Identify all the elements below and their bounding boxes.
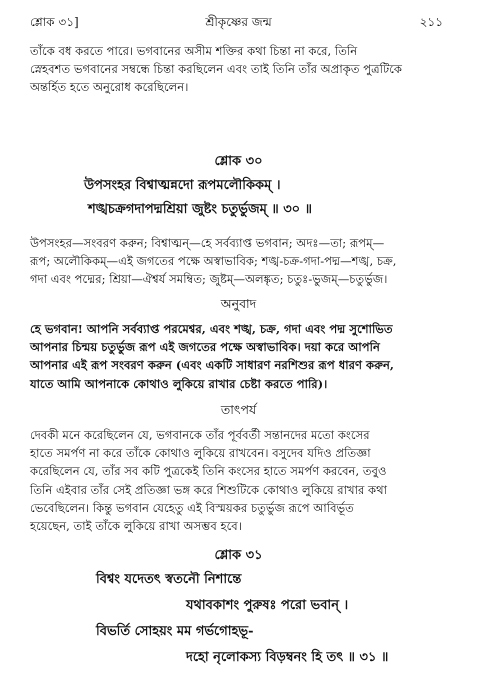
verse-31-line: বিভর্তি সোহয়ং মম গর্ভগোহভূ-	[96, 624, 254, 639]
verse-31-line: যথাবকাশং পুরুষঃ পরো ভবান্ ।	[186, 598, 349, 613]
synonyms-line: উপসংহর—সংবরণ করুন; বিশ্বাত্মন্—হে সর্বব্যাপ্ত ভগবান; অদঃ—তা; রূপম্—	[30, 236, 385, 250]
verse-31-line: বিশ্বং যদেতৎ স্বতনৌ নিশান্তে	[96, 572, 242, 587]
purport-line: করেছিলেন যে, তাঁর সব কটি পুত্রকেই তিনি কংসের হাতে সমর্পণ করবেন, তবুও	[30, 464, 387, 479]
translation-line: আপনার চিন্ময় চতুর্ভুজ রূপ এই জগতের পক্ষে অস্বাভাবিক। দয়া করে আপনি	[30, 340, 380, 355]
purport-line: তিনি এইবার তাঁর সেই প্রতিজ্ঞা ভঙ্গ করে শিশুটিকে কোথাও লুকিয়ে রাখার কথা	[30, 482, 388, 497]
intro-line: স্নেহবশত ভগবানের সম্বন্ধে চিন্তা করছিলেন এবং তাই তিনি তাঁর অপ্রাকৃত পুত্রটিকে	[30, 62, 403, 77]
intro-line: অন্তর্হিত হতে অনুরোধ করেছিলেন।	[30, 80, 189, 95]
translation-line: হে ভগবান! আপনি সর্বব্যাপ্ত পরমেশ্বর, এবং শঙ্খ, চক্র, গদা এবং পদ্ম সুশোভিত	[30, 322, 393, 336]
purport-line: হাতে সমর্পণ না করে তাঁকে কোথাও লুকিয়ে রাখবেন। বসুদেব যদিও প্রতিজ্ঞা	[30, 446, 371, 461]
header-page-number: ২১১	[419, 15, 443, 29]
purport-heading: তাৎপর্য	[220, 402, 257, 417]
translation-heading: অনুবাদ	[220, 296, 257, 311]
intro-paragraph	[30, 42, 448, 97]
synonyms-line: গদা এবং পদ্মের; শ্রিয়া—ঐশ্বর্য সমম্বিত; জুষ্টম্—অলঙ্কৃত; চতুঃ-ভুজম্—চতুর্ভুজ।	[30, 272, 388, 287]
verse-31-title: শ্লোক ৩১	[214, 548, 263, 563]
purport-line: ভেবেছিলেন। কিন্তু ভগবান যেহেতু এই বিস্ময়কর চতুর্ভুজ রূপে আবির্ভূত	[30, 500, 354, 515]
verse-30-line: উপসংহর বিশ্বাত্মন্নদো রূপমলৌকিকম্ ।	[84, 178, 281, 193]
translation-paragraph	[30, 320, 448, 393]
purport-line: হয়েছেন, তাই তাঁকে লুকিয়ে রাখা অসম্ভব হবে।	[30, 519, 242, 534]
intro-line: তাঁকে বধ করতে পারে। ভগবানের অসীম শক্তির কথা চিন্তা না করে, তিনি	[30, 44, 358, 58]
synonyms-line: রূপ; অলৌকিকম্—এই জগতের পক্ষে অস্বাভাবিক; শঙ্খ-চক্র-গদা-পদ্ম—শঙ্খ, চক্র,	[30, 254, 397, 269]
purport-paragraph	[30, 426, 448, 535]
translation-line: যাতে আমি আপনাকে কোথাও লুকিয়ে রাখার চেষ্টা করতে পারি)।	[30, 376, 328, 391]
header-verse-ref: শ্লোক ৩১]	[30, 15, 79, 29]
verse-31-line: দহো নৃলোকস্য বিড়ম্বনং হি তৎ ॥ ৩১ ॥	[186, 650, 389, 665]
purport-line: দেবকী মনে করেছিলেন যে, ভগবানকে তাঁর পূর্ববর্তী সন্তানদের মতো কংসের	[30, 428, 370, 442]
translation-line: আপনার এই রূপ সংবরণ করুন (এবং একটি সাধারণ নরশিশুর রূপ ধারণ করুন,	[30, 358, 394, 373]
synonyms-paragraph	[30, 234, 448, 289]
verse-30-line: শঙ্খচক্রগদাপদ্মশ্রিয়া জুষ্টং চতুর্ভুজম্ ॥ ৩০ ॥	[88, 202, 312, 217]
header-chapter-title: শ্রীকৃষ্ণের জন্ম	[205, 15, 272, 29]
verse-30-title: শ্লোক ৩০	[214, 154, 263, 169]
